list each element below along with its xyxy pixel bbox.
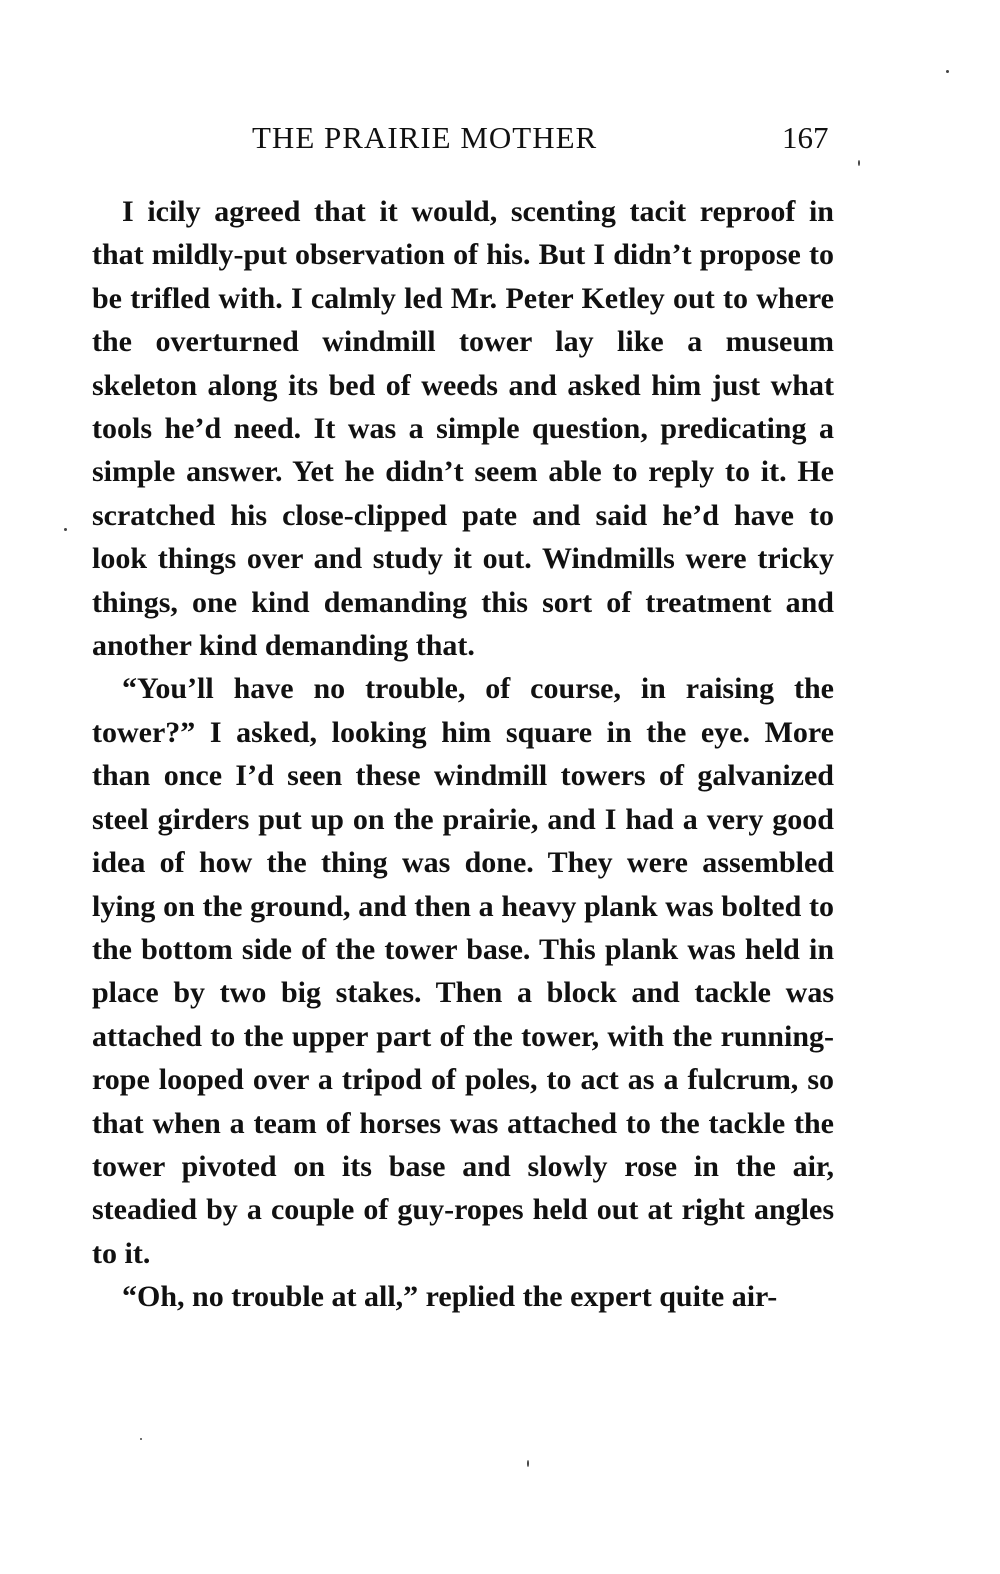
scan-speck: [527, 1460, 529, 1467]
page-body-text: [92, 190, 834, 1319]
page-number: 167: [782, 120, 829, 155]
page-header: [0, 108, 1000, 168]
running-head-title: THE PRAIRIE MOTHER: [252, 120, 598, 155]
scan-speck: [946, 70, 949, 73]
paragraph-2: “You’ll have no trouble, of course, in raising the tower?” I asked, looking him square in the eye. More than once I’d seen these windmill towers of galvanized steel girders put up on the prairie, and I had a very good idea of how the thing was done. They were assembled lying on the ground, and then a heavy plank was bolted to the bottom side of the tower base. This plank was held in place by two big stakes. Then a block and tackle was attached to the upper part of the tower, with the running-rope looped over a tripod of poles, to act as a fulcrum, so that when a team of horses was attached to the tackle the tower pivoted on its base and slowly rose in the air, steadied by a couple of guy-ropes held out at right angles to it.: [92, 672, 834, 1270]
paragraph-1: I icily agreed that it would, scenting tacit reproof in that mildly-put observation of his. But I didn’t propose to be trifled with. I calmly led Mr. Peter Ketley out to where the overturned windmill tower lay like a museum skeleton along its bed of weeds and asked him just what tools he’d need. It was a simple question, predicating a simple answer. Yet he didn’t seem able to reply to it. He scratched his close-clipped pate and said he’d have to look things over and study it out. Windmills were tricky things, one kind demanding this sort of treatment and another kind demanding that.: [92, 195, 834, 663]
paragraph-3: “Oh, no trouble at all,” replied the expert quite air-: [122, 1280, 778, 1314]
scan-speck: [140, 1438, 142, 1440]
scan-speck: [64, 528, 67, 531]
scan-speck: [858, 160, 860, 166]
